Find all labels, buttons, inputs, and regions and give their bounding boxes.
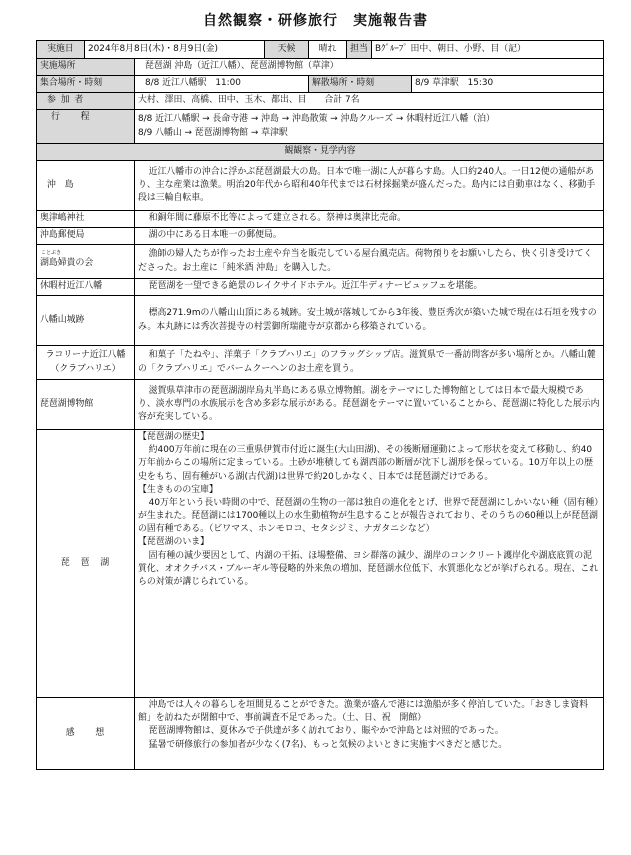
biwako-now-heading: 【琵琶湖のいま】 <box>138 537 209 548</box>
entry-row <box>37 346 604 380</box>
entry-label <box>37 346 135 380</box>
section-header: 観観察・見学内容 <box>37 144 604 161</box>
entry-text-body: 湖の中にある日本唯一の郵便局。 <box>148 230 282 241</box>
entry-row <box>37 245 604 279</box>
biwako-content <box>135 430 604 698</box>
entry-row <box>37 211 604 228</box>
impressions-content <box>135 698 604 770</box>
weather-value: 晴れ <box>309 41 347 59</box>
meet-row <box>37 76 604 93</box>
impression-paragraph: 猛暑で研修旅行の参加者が少なく(7名)、もっと気候のよいときに実施すべきだと感じた。 <box>148 739 508 750</box>
route-day2: 8/9 八幡山 → 琵琶湖博物館 → 草津駅 <box>138 127 288 138</box>
entry-label: 八幡山城跡 <box>37 296 135 346</box>
header-row <box>37 41 604 59</box>
biwako-life-text: 40万年という長い時間の中で、琵琶湖の生物の一部は独自の進化をとげ、世界で琵琶湖にしかいない種（固有種）が生まれた。琵琶湖には1700種以上の水生動植物が生息することが報告されており、そのうちの60種以上が琵琶湖の固有種である。（ビワマス、ホンモロコ、セタシジミ、ナガタニシなど） <box>138 497 599 535</box>
impression-paragraph: 琵琶湖博物館は、夏休みで子供達が多く訪れており、賑やかで沖島とは対照的であった。 <box>148 726 504 737</box>
meet-label: 集合場所・時刻 <box>37 76 135 93</box>
entry-text-body: 近江八幡市の沖合に浮かぶ琵琶湖最大の島。日本で唯一湖に人が暮らす島。人口約240人。一日12便の通船があり、主な産業は漁業。明治20年代から昭和40年代までは石材採掘業が盛んだった。島内には自動車はなく、移動手段は三輪自転車。 <box>138 166 596 204</box>
entry-text <box>135 161 604 211</box>
members-value: 大村、澤田、高橋、田中、玉木、都出、目 合計 7名 <box>135 93 604 110</box>
entry-row <box>37 161 604 211</box>
impressions-label: 感 想 <box>37 698 135 770</box>
entry-row <box>37 296 604 346</box>
label-with-ruby <box>40 250 94 270</box>
label-line2: （クラブハリエ） <box>50 363 121 374</box>
place-value: 琵琶湖 沖島（近江八幡）、琵琶湖博物館（草津） <box>135 59 604 76</box>
entry-text-body: 琵琶湖を一望できる絶景のレイクサイドホテル。近江牛ディナービュッフェを堪能。 <box>148 281 483 292</box>
impressions-row <box>37 698 604 770</box>
dismiss-label: 解散場所・時刻 <box>309 76 412 93</box>
entry-text-body: 和銅年間に藤原不比等によって建立される。祭神は奥津比売命。 <box>148 213 407 224</box>
entry-text <box>135 380 604 430</box>
members-row <box>37 93 604 110</box>
entry-text-body: 標高271.9mの八幡山山頂にある城跡。安土城が落城してから3年後、豊臣秀次が築いた城で現在は石垣を残すのみ。本丸跡には秀次菩提寺の村雲御所瑞龍寺が京都から移築されている。 <box>138 308 597 332</box>
biwako-history-text: 約400万年前に現在の三重県伊賀市付近に誕生(大山田湖)、その後断層運動によって形状を変えて移動し、約40万年前からこの場所に定まっている。土砂が堆積しても湖西部の断層が沈下し湖形を保っている。10万年以上の歴史をもち、固有種がいる湖(古代湖)は世界で約20しかなく、日本では琵琶湖だけである。 <box>138 445 594 482</box>
section-header-row <box>37 144 604 161</box>
biwako-now-text: 固有種の減少要因として、内湖の干拓、ほ場整備、ヨシ群落の減少、湖岸のコンクリート護岸化や湖底底質の泥質化、オオクチバス・ブルーギル等侵略的外来魚の増加、琵琶湖水位低下、水質悪化などが挙げられる。現在、これらの対策が講じられている。 <box>138 550 599 587</box>
biwako-history-heading: 【琵琶湖の歴史】 <box>138 432 209 442</box>
weather-label: 天候 <box>265 41 309 59</box>
entry-text-body: 滋賀県草津市の琵琶湖湖岸烏丸半島にある県立博物館。湖をテーマにした博物館としては日本で最大規模であり、淡水専門の水族展示を含め多彩な展示がある。琵琶湖をテーマに置いていることから、琵琶湖に特化した展示内容が充実している。 <box>138 385 600 423</box>
biwako-life-heading: 【生きものの宝庫】 <box>138 484 218 495</box>
entry-text <box>135 245 604 279</box>
entry-text <box>135 296 604 346</box>
label-line1: ラコリーナ近江八幡 <box>45 350 126 361</box>
entry-text <box>135 279 604 296</box>
entry-text <box>135 228 604 245</box>
date-label: 実施日 <box>37 41 85 59</box>
report-table <box>36 40 604 770</box>
entry-label: 沖 島 <box>37 161 135 211</box>
entry-text-body: 和菓子「たねや」、洋菓子「クラブハリエ」のフラッグシップ店。滋賀県で一番訪問客が多い場所とか。八幡山麓の「クラブハリエ」でバームクーヘンのお土産を買う。 <box>138 350 596 374</box>
entry-row <box>37 380 604 430</box>
dismiss-value: 8/9 草津駅 15:30 <box>412 76 604 93</box>
route-value <box>135 110 604 144</box>
entry-label: 奥津嶋神社 <box>37 211 135 228</box>
label-text: 湖島婦貴の会 <box>40 258 94 269</box>
person-label: 担当 <box>347 41 372 59</box>
document-title: 自然観察・研修旅行 実施報告書 <box>203 13 428 29</box>
entry-label <box>37 245 135 279</box>
place-label: 実施場所 <box>37 59 135 76</box>
entry-text-body: 漁師の婦人たちが作ったお土産や弁当を販売している屋台風売店。荷物預りをお願いしたら、快く引き受けてくださった。お土産に「純米酒 沖島」を購入した。 <box>138 249 593 273</box>
entry-text <box>135 346 604 380</box>
biwako-label: 琵 琶 湖 <box>37 430 135 698</box>
entry-label: 休暇村近江八幡 <box>37 279 135 296</box>
route-label: 行 程 <box>37 110 135 144</box>
entry-row <box>37 228 604 245</box>
route-day1: 8/8 近江八幡駅 → 長命寺港 → 沖島 → 沖島散策 → 沖島クルーズ → 休暇村近江八幡（泊） <box>138 114 495 125</box>
ruby-text: ことぶき <box>41 250 62 257</box>
route-row <box>37 110 604 144</box>
meet-value: 8/8 近江八幡駅 11:00 <box>135 76 309 93</box>
members-label: 参 加 者 <box>37 93 135 110</box>
date-value: 2024年8月8日(木)・8月9日(金) <box>85 41 265 59</box>
person-value: Bｸﾞﾙｰﾌﾟ 田中、朝日、小野、目（記） <box>372 41 604 59</box>
place-row <box>37 59 604 76</box>
entry-row <box>37 279 604 296</box>
impression-paragraph: 沖島では人々の暮らしを垣間見ることができた。漁業が盛んで港には漁船が多く停泊していた。「おきしま資料館」を訪ねたが閉館中で、事前調査不足であった。（土、日、祝 開館） <box>138 700 588 724</box>
entry-label: 琵琶湖博物館 <box>37 380 135 430</box>
biwako-row <box>37 430 604 698</box>
entry-label: 沖島郵便局 <box>37 228 135 245</box>
entry-text <box>135 211 604 228</box>
